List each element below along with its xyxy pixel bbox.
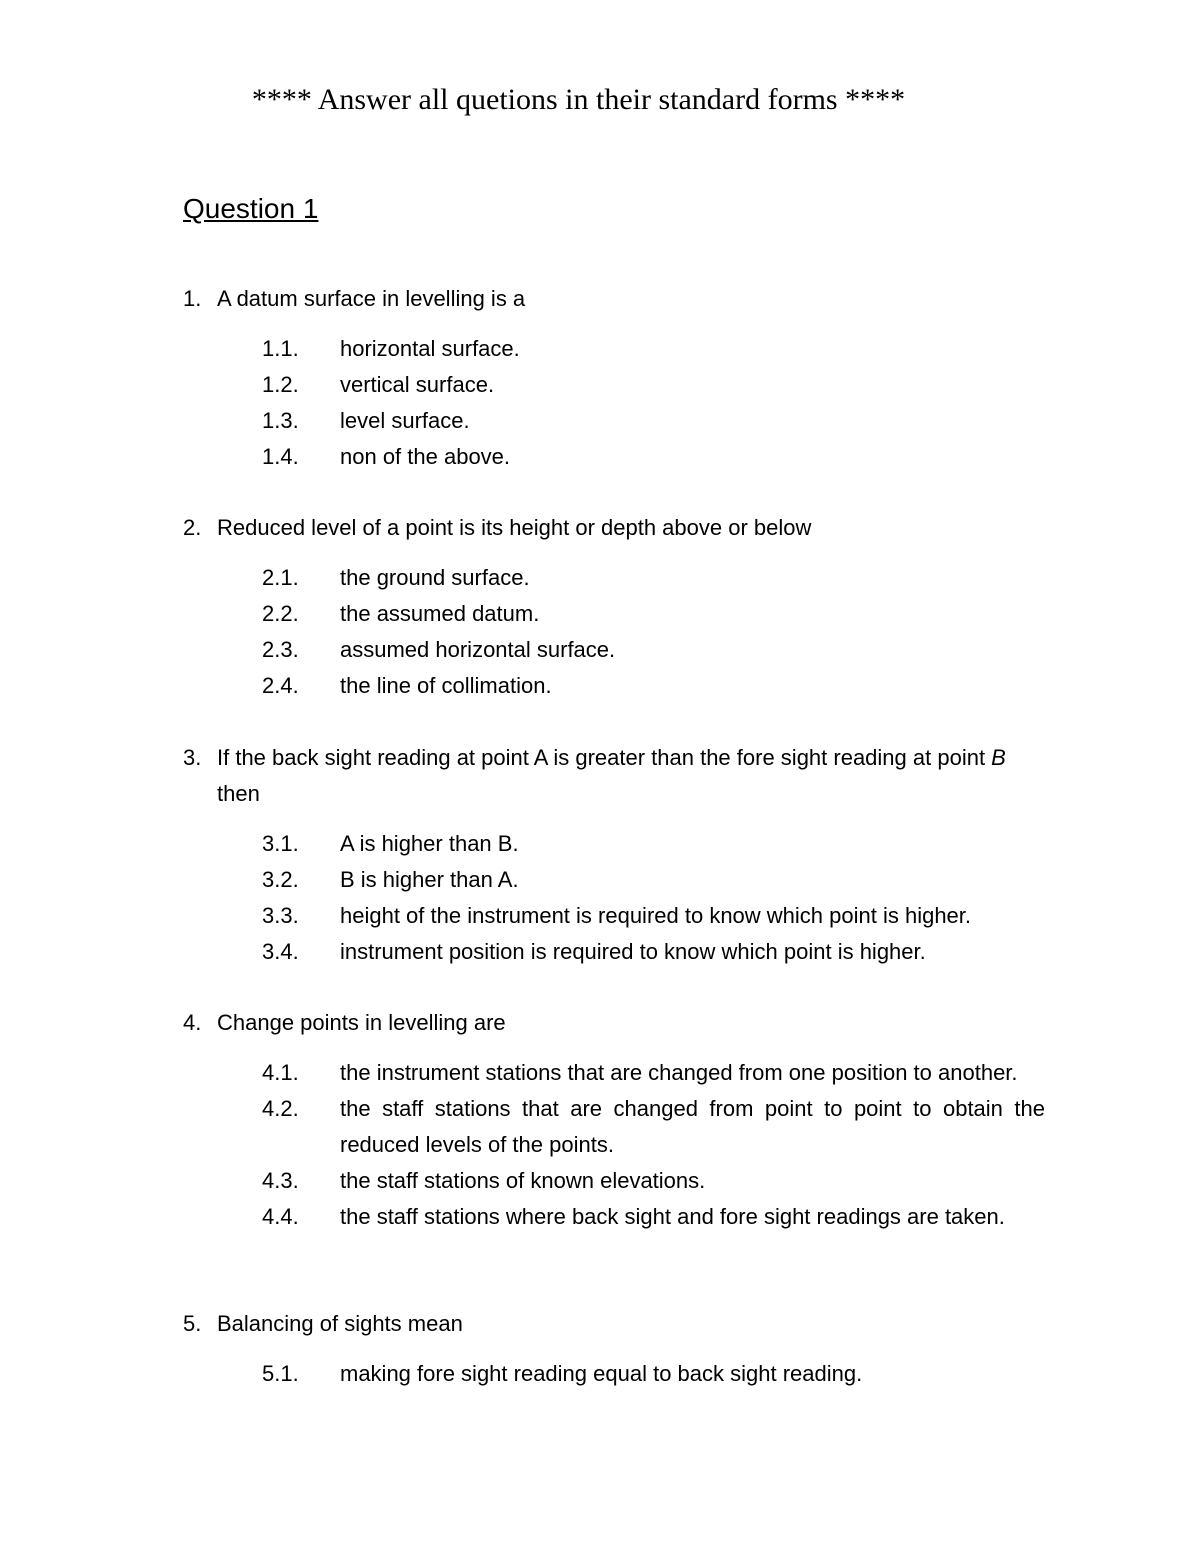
option-number: 5.1.	[262, 1361, 299, 1386]
option-item	[183, 632, 1045, 668]
option-text: horizontal surface.	[340, 336, 520, 361]
option-text: the instrument stations that are changed from one position to another.	[340, 1060, 1018, 1085]
option-text: making fore sight reading equal to back sight reading.	[340, 1361, 863, 1386]
option-number: 1.2.	[262, 372, 299, 397]
question-3	[183, 740, 1045, 970]
option-number: 4.3.	[262, 1168, 299, 1193]
question-stem	[183, 1005, 1045, 1041]
option-item	[183, 898, 1045, 934]
question-number: 2.	[183, 515, 202, 540]
option-text: the assumed datum.	[340, 601, 540, 626]
options-list	[183, 1055, 1045, 1235]
option-text: assumed horizontal surface.	[340, 637, 616, 662]
options-list	[183, 560, 1045, 704]
question-text: A datum surface in levelling is a	[217, 286, 526, 311]
option-number: 2.4.	[262, 673, 299, 698]
option-text: the staff stations that are changed from point to point to obtain the reduced levels of the points.	[340, 1096, 1045, 1157]
option-text: the staff stations of known elevations.	[340, 1168, 706, 1193]
option-number: 2.3.	[262, 637, 299, 662]
option-item	[183, 439, 1045, 475]
option-item	[183, 367, 1045, 403]
option-item	[183, 1091, 1045, 1163]
question-text-italic: B	[991, 745, 1006, 770]
option-text: A is higher than B.	[340, 831, 519, 856]
option-text: the staff stations where back sight and fore sight readings are taken.	[340, 1204, 1005, 1229]
option-number: 2.1.	[262, 565, 299, 590]
question-text: Change points in levelling are	[217, 1010, 506, 1035]
option-item	[183, 826, 1045, 862]
option-item	[183, 1199, 1045, 1235]
option-number: 2.2.	[262, 601, 299, 626]
option-item	[183, 1356, 1045, 1392]
option-number: 3.1.	[262, 831, 299, 856]
option-item	[183, 1055, 1045, 1091]
question-4	[183, 1005, 1045, 1235]
options-list	[183, 331, 1045, 475]
question-stem	[183, 740, 1045, 812]
instructions-heading: **** Answer all quetions in their standard forms ****	[251, 83, 906, 116]
option-item	[183, 934, 1045, 970]
question-text-part2: then	[217, 781, 260, 806]
option-text: the ground surface.	[340, 565, 530, 590]
option-text: height of the instrument is required to know which point is higher.	[340, 903, 972, 928]
question-text: Reduced level of a point is its height or depth above or below	[217, 515, 812, 540]
question-text	[217, 740, 1045, 812]
question-number: 3.	[183, 745, 202, 770]
option-number: 3.2.	[262, 867, 299, 892]
question-5	[183, 1306, 1045, 1392]
options-list	[183, 1356, 1045, 1392]
question-stem	[183, 510, 1045, 546]
question-number: 5.	[183, 1311, 202, 1336]
option-number: 4.1.	[262, 1060, 299, 1085]
option-item	[183, 668, 1045, 704]
option-number: 4.4.	[262, 1204, 299, 1229]
question-stem	[183, 281, 1045, 317]
option-number: 1.1.	[262, 336, 299, 361]
question-1	[183, 281, 1045, 475]
option-text: B is higher than A.	[340, 867, 519, 892]
option-item	[183, 596, 1045, 632]
option-text: the line of collimation.	[340, 673, 552, 698]
question-number: 4.	[183, 1010, 202, 1035]
option-text: level surface.	[340, 408, 470, 433]
question-number: 1.	[183, 286, 202, 311]
section-title: Question 1	[183, 193, 319, 224]
option-item	[183, 862, 1045, 898]
option-text: non of the above.	[340, 444, 511, 469]
question-stem	[183, 1306, 1045, 1342]
question-2	[183, 510, 1045, 704]
option-number: 1.3.	[262, 408, 299, 433]
options-list	[183, 826, 1045, 970]
question-text-part1: If the back sight reading at point A is greater than the fore sight reading at point	[217, 745, 992, 770]
option-item	[183, 560, 1045, 596]
option-text: vertical surface.	[340, 372, 495, 397]
option-item	[183, 1163, 1045, 1199]
option-number: 4.2.	[262, 1096, 299, 1121]
option-item	[183, 331, 1045, 367]
question-text: Balancing of sights mean	[217, 1311, 463, 1336]
option-number: 3.4.	[262, 939, 299, 964]
option-text: instrument position is required to know which point is higher.	[340, 939, 926, 964]
option-item	[183, 403, 1045, 439]
option-number: 3.3.	[262, 903, 299, 928]
option-number: 1.4.	[262, 444, 299, 469]
